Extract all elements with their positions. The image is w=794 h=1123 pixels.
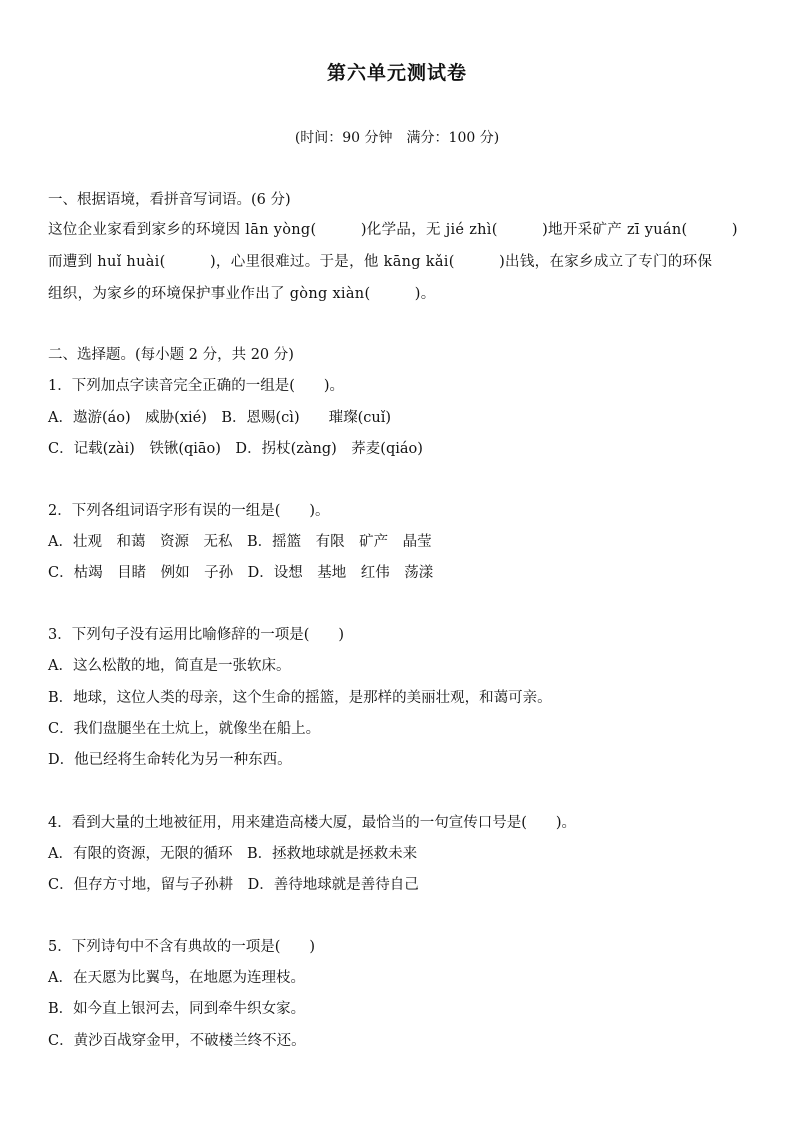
q3-option-d: D．他已经将生命转化为另一种东西。	[48, 752, 292, 768]
q2-option-cd: C．枯竭 目睹 例如 子孙 D．设想 基地 红伟 荡漾	[48, 565, 434, 581]
q4-option-cd: C．但存方寸地，留与子孙耕 D．善待地球就是善待自己	[48, 877, 419, 893]
section1-line-3: 组织，为家乡的环境保护事业作出了 gòng xiàn( )。	[48, 286, 436, 302]
page-title: 第六单元测试卷	[326, 62, 467, 84]
q5-option-b: B．如今直上银河去，同到牵牛织女家。	[48, 1001, 306, 1017]
q2-option-ab: A．壮观 和蔼 资源 无私 B．摇篮 有限 矿产 晶莹	[48, 534, 432, 550]
q5-option-a: A．在天愿为比翼鸟，在地愿为连理枝。	[48, 970, 305, 986]
section1-line-2: 而遭到 huǐ huài( )，心里很难过。于是，他 kāng kǎi( )出钱，在家乡成立了专门的环保	[48, 254, 713, 270]
section1-heading: 一、根据语境，看拼音写词语。(6 分)	[48, 192, 291, 208]
q2-stem: 2．下列各组词语字形有误的一组是( )。	[48, 503, 330, 519]
q4-stem: 4．看到大量的土地被征用，用来建造高楼大厦，最恰当的一句宣传口号是( )。	[48, 815, 577, 831]
section2-heading: 二、选择题。(每小题 2 分，共 20 分)	[48, 347, 294, 363]
q3-option-a: A．这么松散的地，简直是一张软床。	[48, 658, 291, 674]
q1-stem: 1．下列加点字读音完全正确的一组是( )。	[48, 378, 345, 394]
q3-stem: 3．下列句子没有运用比喻修辞的一项是( )	[48, 627, 345, 643]
q1-option-ab: A．遨游(áo) 威胁(xié) B．恩赐(cì) 璀璨(cuǐ)	[48, 410, 392, 426]
q1-option-cd: C．记载(zài) 铁锹(qiāo) D．拐杖(zàng) 荞麦(qiáo)	[48, 441, 423, 457]
q5-option-c: C．黄沙百战穿金甲，不破楼兰终不还。	[48, 1033, 306, 1049]
q5-stem: 5．下列诗句中不含有典故的一项是( )	[48, 939, 316, 955]
q3-option-b: B．地球，这位人类的母亲，这个生命的摇篮，是那样的美丽壮观，和蔼可亲。	[48, 690, 552, 706]
q4-option-ab: A．有限的资源，无限的循环 B．拯救地球就是拯救未来	[48, 846, 418, 862]
exam-info: (时间：90 分钟 满分：100 分)	[294, 130, 500, 146]
q3-option-c: C．我们盘腿坐在土炕上，就像坐在船上。	[48, 721, 321, 737]
section1-line-1: 这位企业家看到家乡的环境因 lān yòng( )化学品，无 jié zhì( )地开采矿产 zī yuán( )	[48, 222, 738, 238]
